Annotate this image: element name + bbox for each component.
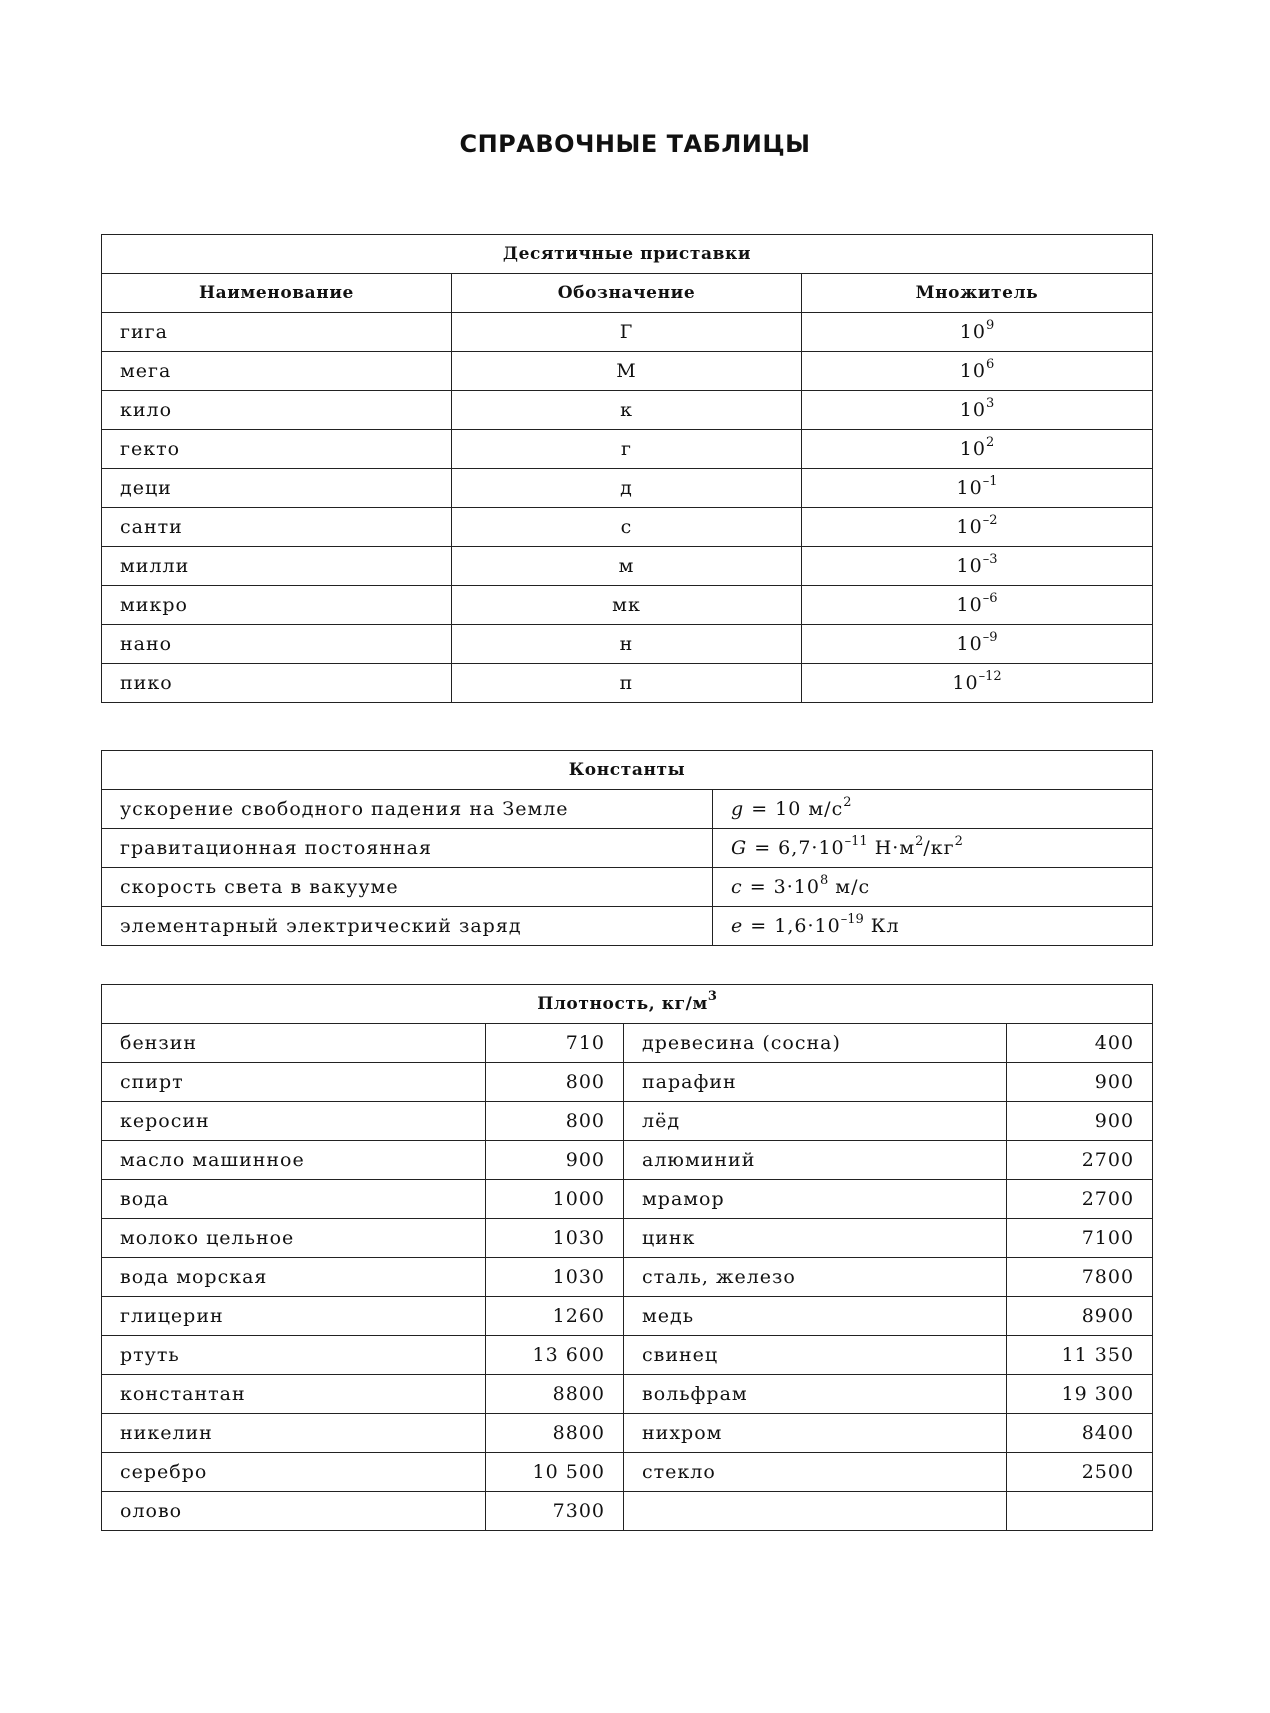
material-density: 800 [486,1063,624,1102]
multiplier-base: 10 [959,438,986,460]
material-density: 900 [1007,1102,1153,1141]
constant-equation: = 1,6·10 [743,915,841,937]
material-density: 710 [486,1024,624,1063]
prefix-symbol: мк [452,586,802,625]
constant-exponent: –19 [840,911,864,927]
material-density: 7800 [1007,1258,1153,1297]
constant-symbol: g [731,798,745,820]
table-row [102,1180,1153,1219]
constant-name: ускорение свободного падения на Земле [102,790,713,829]
constants-caption: Константы [102,751,1153,790]
multiplier-exponent: –2 [982,512,998,528]
table-row [102,1492,1153,1531]
material-name: масло машинное [102,1141,486,1180]
table-row [102,1297,1153,1336]
prefix-name: деци [102,469,452,508]
density-table [101,984,1153,1531]
prefix-symbol: д [452,469,802,508]
prefix-multiplier [802,430,1153,469]
table-row [102,1024,1153,1063]
multiplier-exponent: 3 [985,395,995,411]
table-row [102,1063,1153,1102]
material-density: 400 [1007,1024,1153,1063]
constant-name: гравитационная постоянная [102,829,713,868]
material-density: 2700 [1007,1141,1153,1180]
material-density: 19 300 [1007,1375,1153,1414]
material-name: вольфрам [624,1375,1007,1414]
decimal-prefixes-caption: Десятичные приставки [102,235,1153,274]
material-density: 13 600 [486,1336,624,1375]
constant-name: элементарный электрический заряд [102,907,713,946]
prefix-name: кило [102,391,452,430]
prefix-name: санти [102,508,452,547]
constant-equation: = 3·10 [742,876,820,898]
multiplier-exponent: –9 [982,629,998,645]
table-row [102,1102,1153,1141]
material-density: 11 350 [1007,1336,1153,1375]
material-density: 10 500 [486,1453,624,1492]
multiplier-base: 10 [959,360,986,382]
material-name: керосин [102,1102,486,1141]
multiplier-exponent: –3 [982,551,998,567]
material-name: мрамор [624,1180,1007,1219]
multiplier-base: 10 [956,555,983,577]
material-name: бензин [102,1024,486,1063]
multiplier-base: 10 [956,477,983,499]
column-header-multiplier: Множитель [802,274,1153,313]
table-row [102,1414,1153,1453]
material-name: стекло [624,1453,1007,1492]
material-name: глицерин [102,1297,486,1336]
material-density: 800 [486,1102,624,1141]
constant-value [713,790,1153,829]
prefix-symbol: п [452,664,802,703]
material-name: молоко цельное [102,1219,486,1258]
material-density: 900 [486,1141,624,1180]
density-caption-exp: 3 [707,989,717,1005]
prefix-multiplier [802,469,1153,508]
material-name: вода морская [102,1258,486,1297]
prefix-multiplier [802,664,1153,703]
prefix-name: пико [102,664,452,703]
constant-unit-denominator-exponent: 2 [954,833,963,849]
material-density: 2700 [1007,1180,1153,1219]
table-row [102,1219,1153,1258]
material-name: вода [102,1180,486,1219]
material-density [1007,1492,1153,1531]
table-row [102,664,1153,703]
material-name: ртуть [102,1336,486,1375]
multiplier-base: 10 [959,399,986,421]
table-row [102,1258,1153,1297]
table-row [102,907,1153,946]
table-row [102,790,1153,829]
constant-unit: м/с [828,876,871,898]
constant-value [713,868,1153,907]
table-row [102,1336,1153,1375]
prefix-name: нано [102,625,452,664]
material-density: 1000 [486,1180,624,1219]
constant-value [713,907,1153,946]
prefix-multiplier [802,508,1153,547]
prefix-name: мега [102,352,452,391]
material-density: 8800 [486,1375,624,1414]
prefix-multiplier [802,391,1153,430]
table-row [102,391,1153,430]
table-row [102,829,1153,868]
material-name: древесина (сосна) [624,1024,1007,1063]
multiplier-base: 10 [956,516,983,538]
material-name: медь [624,1297,1007,1336]
constant-exponent: 8 [819,872,829,888]
prefix-symbol: к [452,391,802,430]
constant-unit-denominator: /кг [923,837,955,859]
table-row [102,625,1153,664]
multiplier-base: 10 [956,633,983,655]
prefix-multiplier [802,625,1153,664]
prefix-symbol: М [452,352,802,391]
constant-exponent: –11 [844,833,868,849]
material-name: константан [102,1375,486,1414]
material-density: 1030 [486,1219,624,1258]
material-name: нихром [624,1414,1007,1453]
multiplier-base: 10 [956,594,983,616]
prefix-symbol: н [452,625,802,664]
prefix-name: милли [102,547,452,586]
multiplier-exponent: –12 [978,668,1002,684]
prefix-multiplier [802,547,1153,586]
table-row [102,313,1153,352]
constant-exponent: 2 [843,794,852,810]
prefix-name: гекто [102,430,452,469]
constant-symbol: c [731,876,743,898]
density-caption [102,985,1153,1024]
constant-unit: Кл [863,915,900,937]
constant-value [713,829,1153,868]
density-caption-text: Плотность, кг/м [537,994,708,1014]
multiplier-exponent: 2 [985,434,995,450]
material-name: свинец [624,1336,1007,1375]
material-name: спирт [102,1063,486,1102]
material-name: никелин [102,1414,486,1453]
material-name: олово [102,1492,486,1531]
constant-unit: Н·м [867,837,916,859]
material-density: 2500 [1007,1453,1153,1492]
material-density: 1260 [486,1297,624,1336]
table-row [102,469,1153,508]
table-row [102,1453,1153,1492]
page-title: СПРАВОЧНЫЕ ТАБЛИЦЫ [459,130,811,158]
prefix-symbol: Г [452,313,802,352]
table-row [102,352,1153,391]
table-row [102,430,1153,469]
material-density: 8800 [486,1414,624,1453]
material-name: парафин [624,1063,1007,1102]
decimal-prefixes-table [101,234,1153,703]
prefix-multiplier [802,586,1153,625]
material-density: 1030 [486,1258,624,1297]
table-row [102,1375,1153,1414]
prefix-symbol: м [452,547,802,586]
multiplier-base: 10 [959,321,986,343]
multiplier-exponent: –1 [982,473,998,489]
material-name: серебро [102,1453,486,1492]
constant-symbol: G [731,837,748,859]
table-row [102,586,1153,625]
prefix-symbol: с [452,508,802,547]
multiplier-exponent: –6 [982,590,998,606]
material-density: 8400 [1007,1414,1153,1453]
constant-symbol: e [731,915,744,937]
material-name: сталь, железо [624,1258,1007,1297]
constant-name: скорость света в вакууме [102,868,713,907]
prefix-multiplier [802,313,1153,352]
column-header-name: Наименование [102,274,452,313]
material-density: 7100 [1007,1219,1153,1258]
material-name: алюминий [624,1141,1007,1180]
constant-equation: = 6,7·10 [747,837,845,859]
prefix-symbol: г [452,430,802,469]
material-name [624,1492,1007,1531]
multiplier-base: 10 [952,672,979,694]
multiplier-exponent: 9 [985,317,995,333]
table-row [102,1141,1153,1180]
material-name: цинк [624,1219,1007,1258]
constants-table [101,750,1153,946]
table-row [102,868,1153,907]
column-header-symbol: Обозначение [452,274,802,313]
prefix-multiplier [802,352,1153,391]
table-row [102,547,1153,586]
material-density: 900 [1007,1063,1153,1102]
material-name: лёд [624,1102,1007,1141]
material-density: 7300 [486,1492,624,1531]
prefix-name: гига [102,313,452,352]
prefix-name: микро [102,586,452,625]
constant-equation: = 10 м/с [744,798,844,820]
table-row [102,508,1153,547]
multiplier-exponent: 6 [985,356,995,372]
material-density: 8900 [1007,1297,1153,1336]
constant-unit-exponent: 2 [915,833,924,849]
